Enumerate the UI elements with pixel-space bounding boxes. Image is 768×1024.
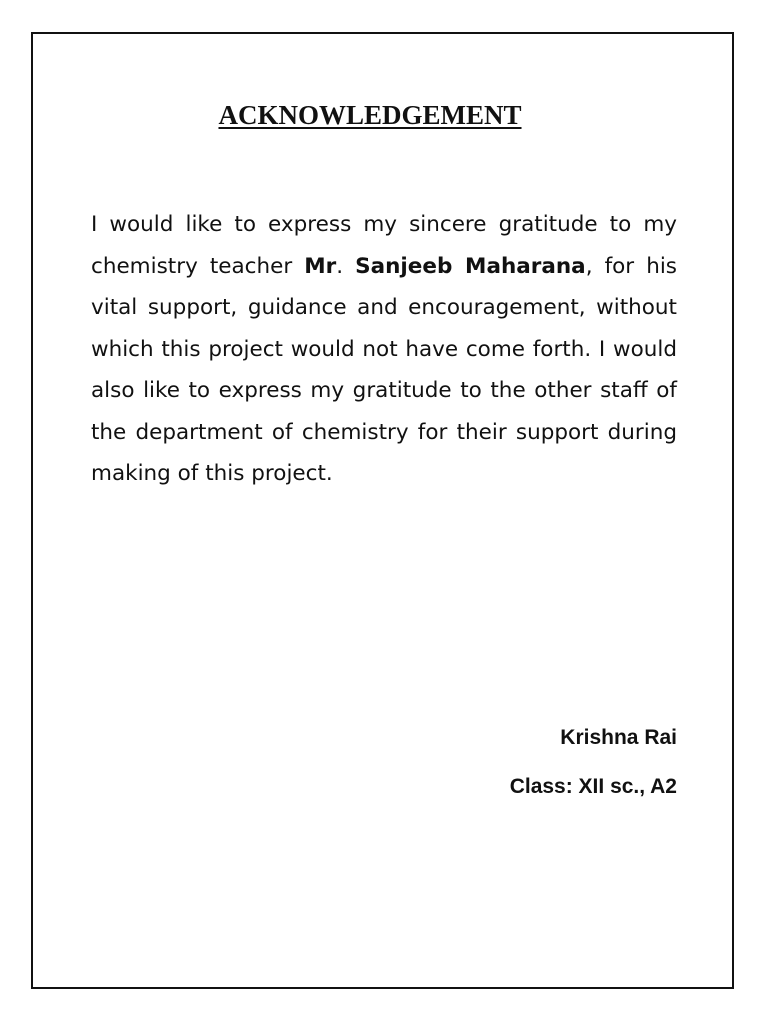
page-title [0, 97, 740, 133]
teacher-name: Sanjeeb Maharana [355, 253, 586, 279]
page-border [31, 32, 734, 989]
title-text: ACKNOWLEDGEMENT [218, 100, 522, 130]
paragraph-rest: , for his vital support, guidance and encouragement, without which this project would not have come forth. I would also like to express my gratitude to the other staff of the department of chemistry for their support during making of this project. [91, 253, 677, 486]
acknowledgement-paragraph [91, 204, 677, 495]
paragraph-intro: I would like to express my sincere gratitude to my chemistry teacher [91, 212, 677, 279]
signature-class: Class: XII sc., A2 [509, 775, 677, 798]
paragraph-dot: . [336, 253, 356, 279]
signature-name: Krishna Rai [560, 726, 677, 749]
teacher-prefix: Mr [304, 253, 337, 279]
